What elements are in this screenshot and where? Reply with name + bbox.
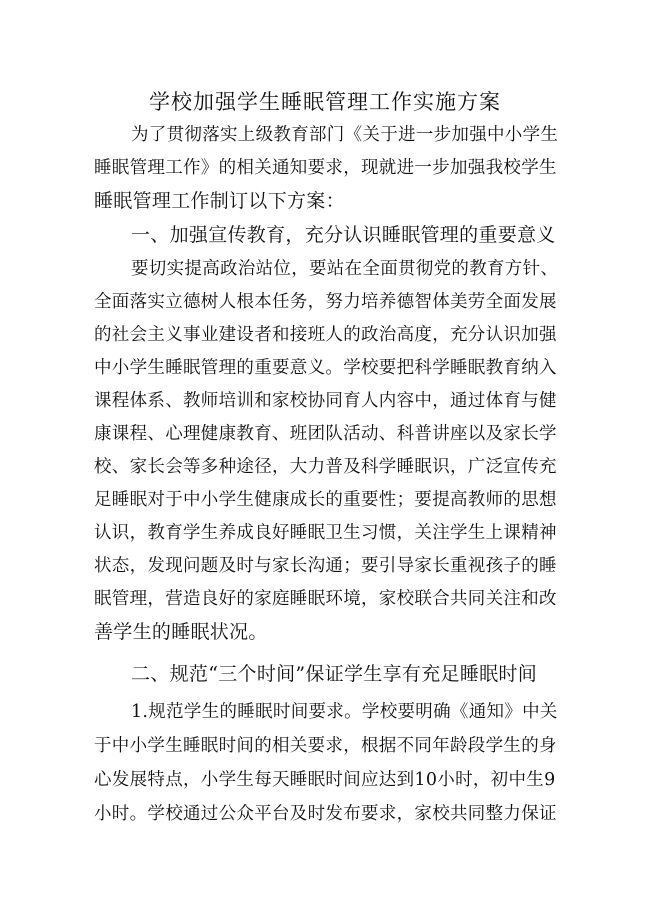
section1-line-12: 善学生的睡眠状况。 <box>94 621 268 643</box>
section1-line-6: 康课程、心理健康教育、班团队活动、科普讲座以及家长学 <box>94 424 557 444</box>
section1-line-8: 足睡眠对于中小学生健康成长的重要性；要提高教师的思想 <box>94 490 557 510</box>
intro-line-2: 睡眠管理工作》的相关通知要求，现就进一步加强我校学生 <box>94 158 557 178</box>
intro-line-1: 为了贯彻落实上级教育部门《关于进一步加强中小学生 <box>131 125 559 145</box>
section1-line-2: 全面落实立德树人根本任务，努力培养德智体美劳全面发展 <box>94 292 557 312</box>
section1-heading: 一、加强宣传教育，充分认识睡眠管理的重要意义 <box>131 224 556 246</box>
section2-line-2: 于中小学生睡眠时间的相关要求，根据不同年龄段学生的身 <box>94 736 557 756</box>
section1-line-7: 校、家长会等多种途径，大力普及科学睡眠识，广泛宣传充 <box>94 457 557 477</box>
section1-line-3: 的社会主义事业建设者和接班人的政治高度，充分认识加强 <box>94 325 557 345</box>
section2-line-3: 心发展特点，小学生每天睡眠时间应达到10小时，初中生9 <box>94 770 556 790</box>
section1-line-10: 状态，发现问题及时与家长沟通；要引导家长重视孩子的睡 <box>94 556 557 576</box>
section1-line-11: 眠管理，营造良好的家庭睡眠环境，家校联合共同关注和改 <box>94 589 557 609</box>
section1-line-1: 要切实提高政治站位，要站在全面贯彻党的教育方针、 <box>131 259 559 279</box>
section1-line-4: 中小学生睡眠管理的重要意义。学校要把科学睡眠教育纳入 <box>94 358 557 378</box>
intro-line-3: 睡眠管理工作制订以下方案： <box>94 190 345 212</box>
section1-line-5: 课程体系、教师培训和家校协同育人内容中，通过体育与健 <box>94 391 557 411</box>
document-title: 学校加强学生睡眠管理工作实施方案 <box>149 90 501 114</box>
section1-line-9: 认识，教育学生养成良好睡眠卫生习惯，关注学生上课精神 <box>94 523 557 543</box>
section2-line-1: 1.规范学生的睡眠时间要求。学校要明确《通知》中关 <box>131 702 558 722</box>
section2-line-4: 小时。学校通过公众平台及时发布要求，家校共同整力保证 <box>94 804 557 824</box>
section2-heading: 二、规范“三个时间”保证学生享有充足睡眠时间 <box>131 663 538 685</box>
